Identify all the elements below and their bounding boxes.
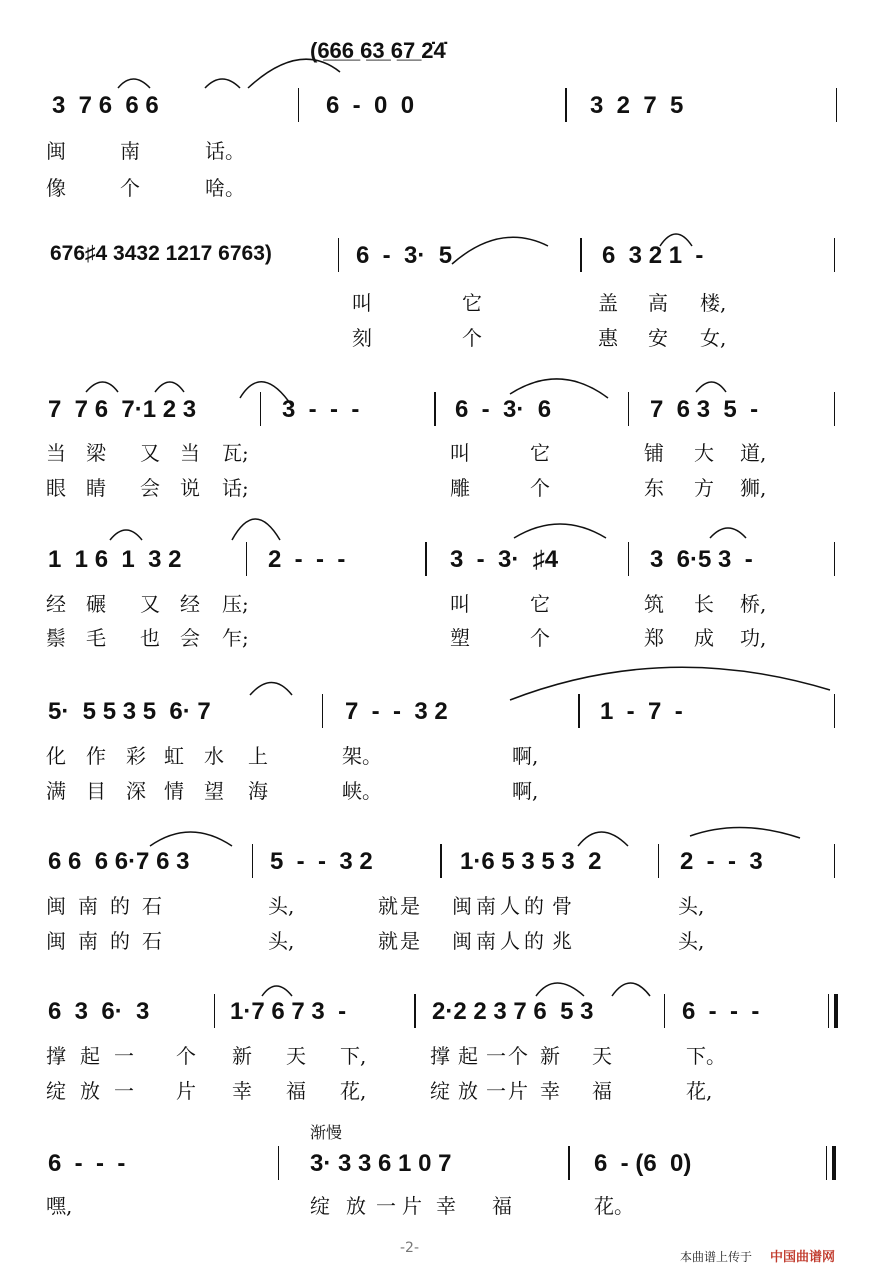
system-3-lyric-2: 眼 睛 会 说 话; 雕 个 东 方 狮, — [46, 476, 767, 500]
system-8-notes — [0, 1150, 870, 1194]
measure-5-1: 5· 5 5 3 5 6· 7 — [48, 698, 211, 725]
system-6-notes — [0, 848, 870, 892]
site-logo: 中国曲谱网 — [770, 1250, 836, 1265]
system-4-lyric-1: 经 碾 又 经 压; 叫 它 筑 长 桥, — [46, 592, 767, 616]
system-5-lyric-1: 化 作 彩 虹 水 上 架。 啊, — [46, 744, 539, 768]
measure-7-1: 6 3 6· 3 — [48, 998, 150, 1025]
measure-4-1: 1 1 6 1 3 2 — [48, 546, 182, 573]
intro-notes: (6̲6̲6̲ 6̲3̲ 6̲7̲ 2̇4̇ — [310, 38, 446, 63]
system-6-lyric-1: 闽 南 的 石 头, 就 是 闽 南 人 的 骨 头, — [46, 894, 705, 918]
measure-1-3: 3 2 7 5 — [590, 92, 684, 119]
system-7-notes — [0, 998, 870, 1042]
measure-2-1: 676♯4 3432 1217 6763) — [50, 242, 272, 265]
measure-3-4: 7 6 3 5 - — [650, 396, 759, 423]
measure-8-2: 3· 3 3 6 1 0 7 — [310, 1150, 452, 1177]
measure-6-3: 1·6 5 3 5 3 2 — [460, 848, 602, 875]
tempo-mark: 渐慢 — [310, 1123, 343, 1142]
upload-credit: 本曲谱上传于 — [680, 1250, 753, 1264]
measure-5-2: 7 - - 3 2 — [345, 698, 448, 725]
system-7-lyric-2: 绽 放 一 片 幸 福 花, 绽 放 一 片 幸 福 花, — [46, 1079, 713, 1103]
measure-3-3: 6 - 3· 6 — [455, 396, 552, 423]
system-6-lyric-2: 闽 南 的 石 头, 就 是 闽 南 人 的 兆 头, — [46, 929, 705, 953]
measure-8-3: 6 - (6 0) — [594, 1150, 692, 1177]
system-3-notes — [0, 396, 870, 440]
measure-7-2: 1·7 6 7 3 - — [230, 998, 347, 1025]
system-5-lyric-2: 满 目 深 情 望 海 峡。 啊, — [46, 779, 539, 803]
measure-4-2: 2 - - - — [268, 546, 346, 573]
measure-6-2: 5 - - 3 2 — [270, 848, 373, 875]
system-2-notes — [0, 242, 870, 286]
measure-4-3: 3 - 3· ♯4 — [450, 546, 559, 573]
system-3-lyric-1: 当 梁 又 当 瓦; 叫 它 铺 大 道, — [46, 441, 767, 465]
measure-1-1: 3 7 6 6 6 — [52, 92, 159, 119]
measure-6-1: 6 6 6 6·7 6 3 — [48, 848, 190, 875]
measure-2-2: 6 - 3· 5 — [356, 242, 453, 269]
system-1-notes — [0, 92, 870, 136]
system-4-lyric-2: 鬃 毛 也 会 乍; 塑 个 郑 成 功, — [46, 626, 767, 650]
measure-8-1: 6 - - - — [48, 1150, 126, 1177]
measure-7-4: 6 - - - — [682, 998, 760, 1025]
measure-3-1: 7 7 6 7·1 2 3 — [48, 396, 197, 423]
page-number: -2- — [400, 1240, 420, 1256]
measure-5-3: 1 - 7 - — [600, 698, 683, 725]
system-4-notes — [0, 546, 870, 590]
system-2-lyric-2: 刻 个 惠 安 女, — [352, 326, 727, 350]
system-8-lyric-1: 嘿, 绽 放 一 片 幸 福 花。 — [46, 1194, 634, 1218]
system-7-lyric-1: 撑 起 一 个 新 天 下, 撑 起 一 个 新 天 下。 — [46, 1044, 726, 1068]
system-2-lyric-1: 叫 它 盖 高 楼, — [352, 291, 727, 315]
measure-3-2: 3 - - - — [282, 396, 360, 423]
system-5-notes — [0, 698, 870, 742]
measure-7-3: 2·2 2 3 7 6 5 3 — [432, 998, 594, 1025]
system-1-lyric-1: 闽 南 话。 — [46, 139, 245, 163]
measure-4-4: 3 6·5 3 - — [650, 546, 753, 573]
measure-1-2: 6 - 0 0 — [326, 92, 415, 119]
system-1-lyric-2: 像 个 啥。 — [46, 176, 245, 200]
measure-2-3: 6 3 2 1 - — [602, 242, 704, 269]
measure-6-4: 2 - - 3 — [680, 848, 763, 875]
